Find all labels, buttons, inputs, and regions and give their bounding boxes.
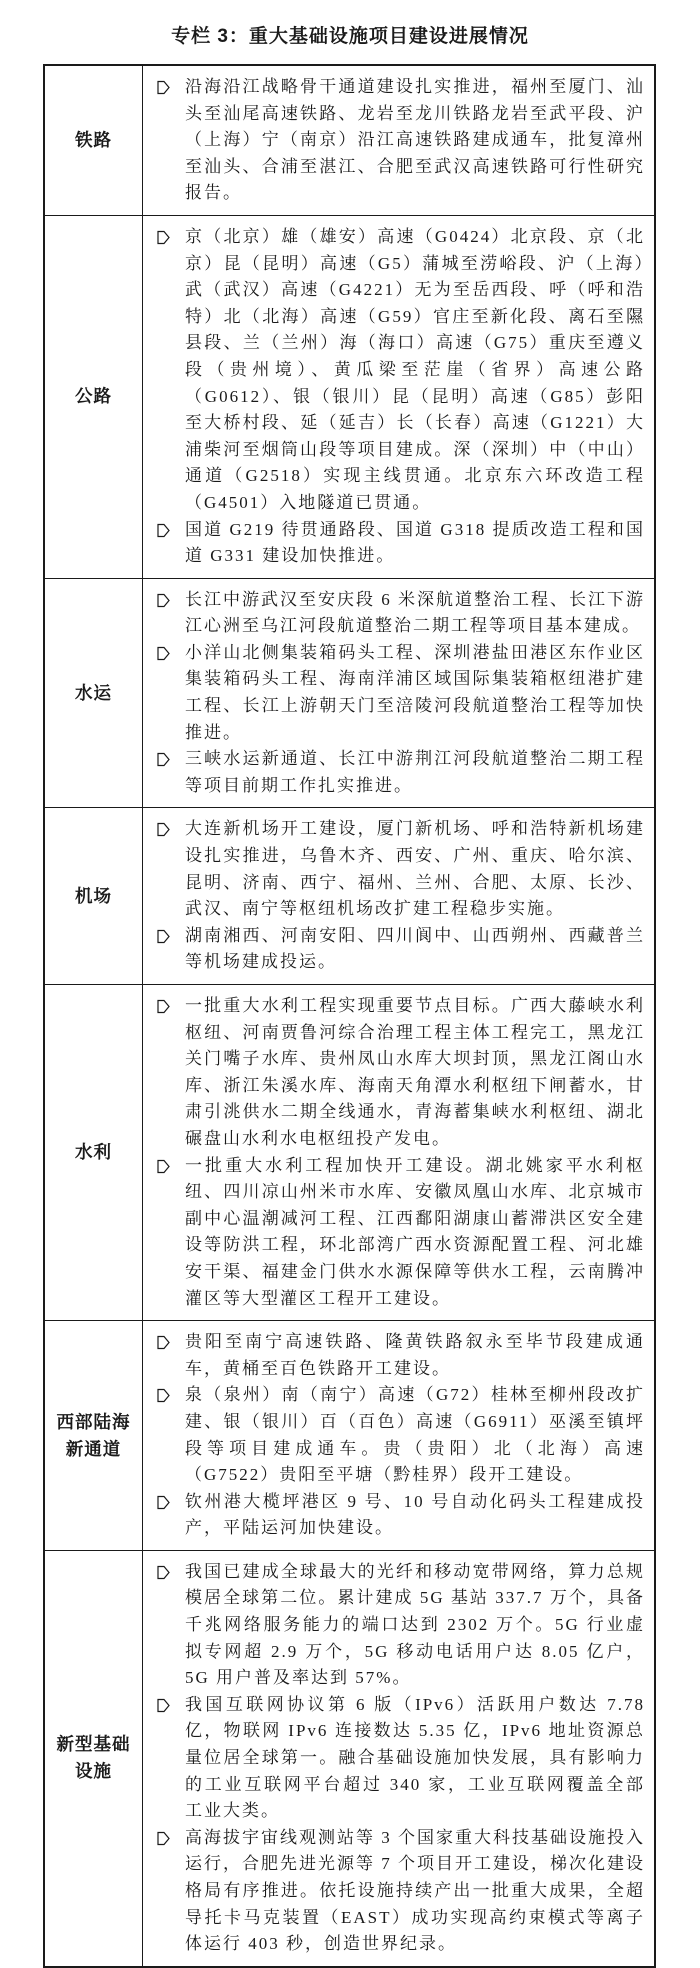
item-text: 我国互联网协议第 6 版（IPv6）活跃用户数达 7.78 亿，物联网 IPv6 连接数达 5.35 亿，IPv6 地址资源总量位居全球第一。融合基础设施加快发展，具有影响力的工业互联网平台超过 340 家，工业互联网覆盖全部工业大类。 <box>185 1694 645 1821</box>
list-item <box>154 640 645 746</box>
category-label: 公路 <box>75 386 112 407</box>
items-cell <box>143 216 654 578</box>
category-label: 水运 <box>75 682 112 703</box>
items-cell <box>143 66 654 215</box>
right-arrow-bullet-icon <box>157 230 170 245</box>
right-arrow-bullet-icon <box>157 999 170 1014</box>
category-label: 西部陆海新通道 <box>56 1411 131 1459</box>
item-text: 国道 G219 待贯通路段、国道 G318 提质改造工程和国道 G331 建设加快推进。 <box>185 519 645 566</box>
item-text: 一批重大水利工程加快开工建设。湖北姚家平水利枢纽、四川凉山州米市水库、安徽凤凰山水库、北京城市副中心温潮减河工程、江西鄱阳湖康山蓄滞洪区安全建设等防洪工程，环北部湾广西水资源配置工程、河北雄安干渠、福建金门供水水源保障等供水工程，云南腾冲灌区等大型灌区工程开工建设。 <box>185 1155 645 1308</box>
list-item <box>154 816 645 922</box>
items-cell <box>143 1321 654 1550</box>
category-label: 机场 <box>75 885 112 906</box>
items-cell <box>143 985 654 1320</box>
item-text: 泉（泉州）南（南宁）高速（G72）桂林至柳州段改扩建、银（银川）百（百色）高速（G6911）巫溪至镇坪段等项目建成通车。贵（贵阳）北（北海）高速（G7522）贵阳至平塘（黔桂界）段开工建设。 <box>185 1385 645 1485</box>
right-arrow-bullet-icon <box>157 1495 170 1510</box>
category-cell <box>45 808 143 984</box>
table-row <box>45 984 654 1320</box>
list-item <box>154 74 645 207</box>
list-item <box>154 224 645 517</box>
table-row <box>45 807 654 984</box>
table-row <box>45 215 654 578</box>
category-cell <box>45 216 143 578</box>
right-arrow-bullet-icon <box>157 523 170 538</box>
infrastructure-progress-table <box>43 64 656 1968</box>
right-arrow-bullet-icon <box>157 1831 170 1846</box>
category-label: 新型基础设施 <box>56 1734 131 1782</box>
item-text: 我国已建成全球最大的光纤和移动宽带网络，算力总规模居全球第二位。累计建成 5G 基站 337.7 万个，具备千兆网络服务能力的端口达到 2302 万个。5G 行业虚拟专网超 2.9 万个，5G 移动电话用户达 8.05 亿户，5G 用户普及率达到 57%。 <box>185 1561 645 1688</box>
right-arrow-bullet-icon <box>157 752 170 767</box>
list-item <box>154 1559 645 1692</box>
right-arrow-bullet-icon <box>157 929 170 944</box>
list-item <box>154 1825 645 1958</box>
right-arrow-bullet-icon <box>157 80 170 95</box>
item-text: 长江中游武汉至安庆段 6 米深航道整治工程、长江下游江心洲至乌江河段航道整治二期工程等项目基本建成。 <box>185 589 645 636</box>
item-text: 小洋山北侧集装箱码头工程、深圳港盐田港区东作业区集装箱码头工程、海南洋浦区域国际集装箱枢纽港扩建工程、长江上游朝天门至涪陵河段航道整治工程等加快推进。 <box>185 642 645 742</box>
right-arrow-bullet-icon <box>157 1565 170 1580</box>
item-text: 一批重大水利工程实现重要节点目标。广西大藤峡水利枢纽、河南贾鲁河综合治理工程主体工程完工，黑龙江关门嘴子水库、贵州凤山水库大坝封顶，黑龙江阁山水库、浙江朱溪水库、海南天角潭水利枢纽下闸蓄水，甘肃引洮供水二期全线通水，青海蓄集峡水利枢纽、湖北碾盘山水利水电枢纽投产发电。 <box>185 996 645 1148</box>
list-item <box>154 1153 645 1313</box>
category-cell <box>45 1551 143 1966</box>
list-item <box>154 1489 645 1542</box>
category-cell <box>45 985 143 1320</box>
document-page <box>0 21 700 1968</box>
category-label: 水利 <box>75 1142 112 1163</box>
table-row <box>45 1320 654 1550</box>
list-item <box>154 517 645 570</box>
category-cell <box>45 66 143 215</box>
list-item <box>154 923 645 976</box>
items-cell <box>143 1551 654 1966</box>
list-item <box>154 746 645 799</box>
category-label: 铁路 <box>75 129 112 150</box>
table-row <box>45 578 654 808</box>
category-cell <box>45 579 143 808</box>
list-item <box>154 1382 645 1488</box>
right-arrow-bullet-icon <box>157 1388 170 1403</box>
table-row <box>45 66 654 215</box>
right-arrow-bullet-icon <box>157 1159 170 1174</box>
category-cell <box>45 1321 143 1550</box>
item-text: 三峡水运新通道、长江中游荆江河段航道整治二期工程等项目前期工作扎实推进。 <box>185 749 645 795</box>
item-text: 沿海沿江战略骨干通道建设扎实推进，福州至厦门、汕头至汕尾高速铁路、龙岩至龙川铁路龙岩至武平段、沪（上海）宁（南京）沿江高速铁路建成通车，批复漳州至汕头、合浦至湛江、合肥至武汉高速铁路可行性研究报告。 <box>185 77 645 203</box>
right-arrow-bullet-icon <box>157 646 170 661</box>
item-text: 湖南湘西、河南安阳、四川阆中、山西朔州、西藏普兰等机场建成投运。 <box>185 925 645 972</box>
list-item <box>154 1692 645 1825</box>
item-text: 京（北京）雄（雄安）高速（G0424）北京段、京（北京）昆（昆明）高速（G5）蒲城至涝峪段、沪（上海）武（武汉）高速（G4221）无为至岳西段、呼（呼和浩特）北（北海）高速（G59）官庄至新化段、离石至隰县段、兰（兰州）海（海口）高速（G75）重庆至遵义段（贵州境）、黄瓜梁至茫崖（省界）高速公路（G0612）、银（银川）昆（昆明）高速（G85）彭阳至大桥村段、延（延吉）长（长春）高速（G1221）大浦柴河至烟筒山段等项目建成。深（深圳）中（中山）通道（G2518）实现主线贯通。北京东六环改造工程（G4501）入地隧道已贯通。 <box>185 226 645 512</box>
infrastructure-table-body <box>45 66 654 1966</box>
right-arrow-bullet-icon <box>157 822 170 837</box>
item-text: 大连新机场开工建设，厦门新机场、呼和浩特新机场建设扎实推进，乌鲁木齐、西安、广州、重庆、哈尔滨、昆明、济南、西宁、福州、兰州、合肥、太原、长沙、武汉、南宁等枢纽机场改扩建工程稳步实施。 <box>185 819 645 919</box>
item-text: 贵阳至南宁高速铁路、隆黄铁路叙永至毕节段建成通车，黄桶至百色铁路开工建设。 <box>185 1332 645 1378</box>
list-item <box>154 1329 645 1382</box>
list-item <box>154 993 645 1153</box>
page-title: 专栏 3：重大基础设施项目建设进展情况 <box>171 26 529 47</box>
list-item <box>154 587 645 640</box>
right-arrow-bullet-icon <box>157 1698 170 1713</box>
right-arrow-bullet-icon <box>157 1335 170 1350</box>
items-cell <box>143 808 654 984</box>
items-cell <box>143 579 654 808</box>
table-row <box>45 1550 654 1966</box>
item-text: 钦州港大榄坪港区 9 号、10 号自动化码头工程建成投产，平陆运河加快建设。 <box>185 1491 645 1538</box>
right-arrow-bullet-icon <box>157 593 170 608</box>
item-text: 高海拔宇宙线观测站等 3 个国家重大科技基础设施投入运行，合肥先进光源等 7 个项目开工建设，梯次化建设格局有序推进。依托设施持续产出一批重大成果，全超导托卡马克装置（EAST）成功实现高约束模式等离子体运行 403 秒，创造世界纪录。 <box>185 1827 645 1954</box>
